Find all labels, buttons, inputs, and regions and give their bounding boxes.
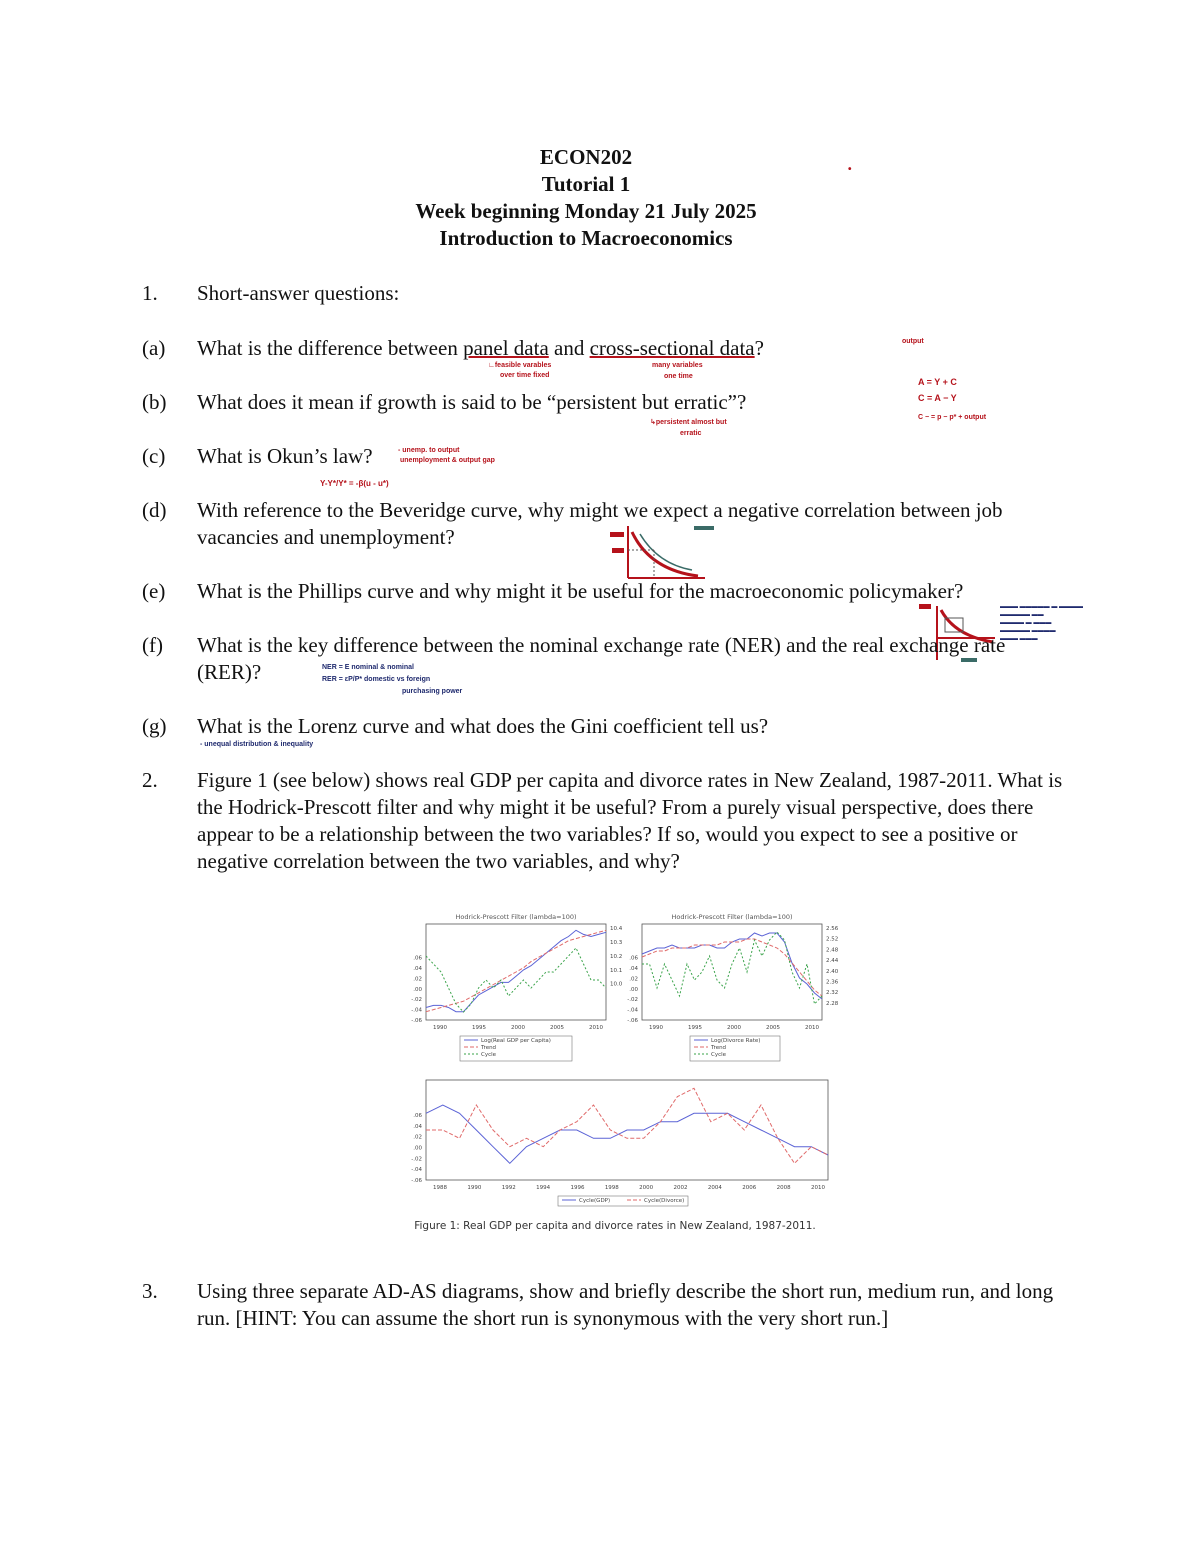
y-tick-label: .00 xyxy=(413,1145,422,1152)
annotation-f-2: RER = εP/P* domestic vs foreign xyxy=(322,676,431,683)
y-right-tick-label: 10.1 xyxy=(610,967,623,974)
x-tick-label: 2008 xyxy=(776,1185,791,1191)
legend-label: Log(Real GDP per Capita) xyxy=(481,1038,551,1044)
annotation-b-2: erratic xyxy=(680,430,702,437)
x-tick-label: 1992 xyxy=(501,1185,516,1191)
y-tick-label: .02 xyxy=(413,976,422,983)
qa-label: (a) xyxy=(142,336,166,360)
annotation-c-2: unemployment & output gap xyxy=(400,457,495,464)
x-tick-label: 2005 xyxy=(766,1025,780,1031)
y-tick-label: .06 xyxy=(413,955,422,962)
x-tick-label: 1995 xyxy=(472,1025,486,1031)
qg-text: What is the Lorenz curve and what does the Gini coefficient tell us? xyxy=(197,714,769,738)
y-tick-label: -.04 xyxy=(627,1007,638,1014)
y-right-tick-label: 10.3 xyxy=(610,939,623,946)
x-tick-label: 2010 xyxy=(811,1185,825,1191)
week-line: Week beginning Monday 21 July 2025 xyxy=(415,199,757,223)
y-tick-label: -.06 xyxy=(411,1018,422,1024)
y-right-tick-label: 10.0 xyxy=(610,981,623,988)
x-tick-label: 2002 xyxy=(673,1185,688,1191)
annotation-f-3: purchasing power xyxy=(402,688,463,695)
y-right-tick-label: 2.28 xyxy=(826,1000,839,1007)
y-tick-label: .04 xyxy=(413,966,422,972)
y-right-tick-label: 2.52 xyxy=(826,936,839,943)
panel-title: Hodrick-Prescott Filter (lambda=100) xyxy=(455,913,577,921)
annotation-f-1: NER = E nominal & nominal xyxy=(322,664,414,671)
q2-text: Figure 1 (see below) shows real GDP per capita and divorce rates in New Zealand, 1987-2011. What is the Hodrick-Prescott filter and why might it be useful? From a purely visual perspective, does there appear to be a relationship between the two variables? If so, would you expect to see a positive or negative correlation between the two variables, and why? xyxy=(197,768,1063,873)
x-tick-label: 2000 xyxy=(727,1025,741,1031)
annotation-a-3: many variables xyxy=(652,362,703,369)
legend-label: Cycle(Divorce) xyxy=(644,1198,685,1204)
y-tick-label: -.04 xyxy=(411,1007,422,1014)
annotation-g: - unequal distribution & inequality xyxy=(200,741,314,748)
x-tick-label: 2006 xyxy=(742,1185,757,1191)
margin-note-4: C − = p − p* + output xyxy=(918,414,987,421)
y-tick-label: -.04 xyxy=(411,1167,422,1174)
y-tick-label: .00 xyxy=(629,986,638,993)
y-tick-label: .06 xyxy=(413,1113,422,1119)
y-tick-label: .02 xyxy=(629,976,638,983)
plot-frame xyxy=(642,924,822,1020)
y-right-tick-label: 2.48 xyxy=(826,947,839,954)
qb-text: What does it mean if growth is said to be “persistent but erratic”? xyxy=(197,390,747,414)
y-tick-label: .00 xyxy=(413,986,422,993)
series-line xyxy=(426,930,606,1011)
y-tick-label: .04 xyxy=(629,966,638,972)
series-line xyxy=(426,1105,828,1163)
course-code: ECON202 xyxy=(539,145,633,169)
y-right-tick-label: 2.32 xyxy=(826,990,839,997)
y-tick-label: .02 xyxy=(413,1134,422,1141)
qf-label: (f) xyxy=(142,633,163,657)
tutorial-number: Tutorial 1 xyxy=(541,172,631,196)
x-tick-label: 2010 xyxy=(589,1025,603,1031)
x-tick-label: 1994 xyxy=(536,1185,551,1191)
panel-title: Hodrick-Prescott Filter (lambda=100) xyxy=(671,913,793,921)
qd-label: (d) xyxy=(142,498,167,522)
annotation-e: ▬▬▬ ▬▬▬▬▬ ▬ ▬▬▬▬ ▬▬▬▬▬ ▬▬ ▬▬▬▬ ▬ ▬▬▬ ▬▬▬▬▬ ▬▬▬▬ ▬▬▬ ▬▬▬ xyxy=(1000,604,1084,642)
y-right-tick-label: 10.2 xyxy=(610,953,623,960)
q1-text: Short-answer questions: xyxy=(197,281,400,305)
q1-number: 1. xyxy=(142,281,158,305)
x-tick-label: 2004 xyxy=(707,1185,722,1191)
y-right-tick-label: 10.4 xyxy=(610,926,623,932)
y-tick-label: -.06 xyxy=(627,1018,638,1024)
annotation-c-3: Y-Y*/Y* = -β(u - u*) xyxy=(320,479,389,488)
x-tick-label: 1990 xyxy=(649,1025,663,1031)
x-tick-label: 2000 xyxy=(639,1185,654,1191)
term-cross-sectional-data: cross-sectional data xyxy=(589,336,755,360)
x-tick-label: 1995 xyxy=(688,1025,702,1031)
x-tick-label: 1988 xyxy=(433,1185,447,1191)
x-tick-label: 2010 xyxy=(805,1025,819,1031)
y-right-tick-label: 2.44 xyxy=(826,958,839,965)
figure-caption: Figure 1: Real GDP per capita and divorce rates in New Zealand, 1987-2011. xyxy=(414,1220,816,1232)
figure-1 xyxy=(390,900,840,1245)
term-panel-data: panel data xyxy=(463,336,549,360)
q2-number: 2. xyxy=(142,768,158,792)
y-tick-label: .04 xyxy=(413,1123,422,1130)
annotation-c-1: - unemp. to output xyxy=(398,447,460,454)
x-tick-label: 1998 xyxy=(604,1185,619,1191)
margin-note-3: C = A − Y xyxy=(918,393,957,403)
margin-note-2: A = Y + C xyxy=(918,377,957,387)
x-tick-label: 1990 xyxy=(433,1025,447,1031)
legend-label: Log(Divorce Rate) xyxy=(711,1038,761,1044)
ink-mark: • xyxy=(848,164,852,175)
qe-label: (e) xyxy=(142,579,166,603)
legend-label: Trend xyxy=(481,1045,497,1051)
series-line xyxy=(426,1088,828,1163)
y-tick-label: -.02 xyxy=(411,997,422,1004)
y-tick-label: -.02 xyxy=(411,1156,422,1163)
qf-text: What is the key difference between the nominal exchange rate (NER) and the real exchange rate (RER)? xyxy=(197,633,1006,684)
qc-text: What is Okun’s law? xyxy=(197,444,373,468)
annotation-a-4: one time xyxy=(664,373,693,380)
qc-label: (c) xyxy=(142,444,166,468)
annotation-a-1: ∟feasible varables xyxy=(488,362,552,369)
qe-text: What is the Phillips curve and why might it be useful for the macroeconomic policymaker? xyxy=(197,579,964,603)
q3-number: 3. xyxy=(142,1279,158,1303)
x-tick-label: 1990 xyxy=(467,1185,482,1191)
y-right-tick-label: 2.40 xyxy=(826,968,839,975)
annotation-b-1: ↳persistent almost but xyxy=(650,419,727,426)
topic-title: Introduction to Macroeconomics xyxy=(439,226,733,250)
x-tick-label: 1996 xyxy=(570,1185,585,1191)
annotation-a-2: over time fixed xyxy=(500,372,550,379)
legend-label: Trend xyxy=(711,1045,727,1051)
series-line xyxy=(426,948,606,1012)
qg-label: (g) xyxy=(142,714,167,738)
y-tick-label: .06 xyxy=(629,955,638,962)
beveridge-sketch xyxy=(610,520,725,586)
qa-text: What is the difference between panel data and cross-sectional data? xyxy=(197,336,764,360)
qd-text: With reference to the Beveridge curve, why might we expect a negative correlation between job vacancies and unemployment? xyxy=(197,498,1003,549)
x-tick-label: 2000 xyxy=(511,1025,525,1031)
margin-note-1: output xyxy=(902,338,924,345)
qb-label: (b) xyxy=(142,390,167,414)
legend-label: Cycle(GDP) xyxy=(579,1198,611,1204)
q3-text: Using three separate AD-AS diagrams, show and briefly describe the short run, medium run, and long run. [HINT: You can assume the short run is synonymous with the very short run.] xyxy=(197,1279,1054,1330)
document-header xyxy=(0,144,1172,252)
y-tick-label: -.02 xyxy=(627,997,638,1004)
y-right-tick-label: 2.36 xyxy=(826,979,839,986)
x-tick-label: 2005 xyxy=(550,1025,564,1031)
series-line xyxy=(426,930,606,1011)
series-line xyxy=(642,939,822,996)
legend-label: Cycle xyxy=(481,1052,497,1058)
y-right-tick-label: 2.56 xyxy=(826,926,839,932)
legend-label: Cycle xyxy=(711,1052,727,1058)
y-tick-label: -.06 xyxy=(411,1178,422,1184)
